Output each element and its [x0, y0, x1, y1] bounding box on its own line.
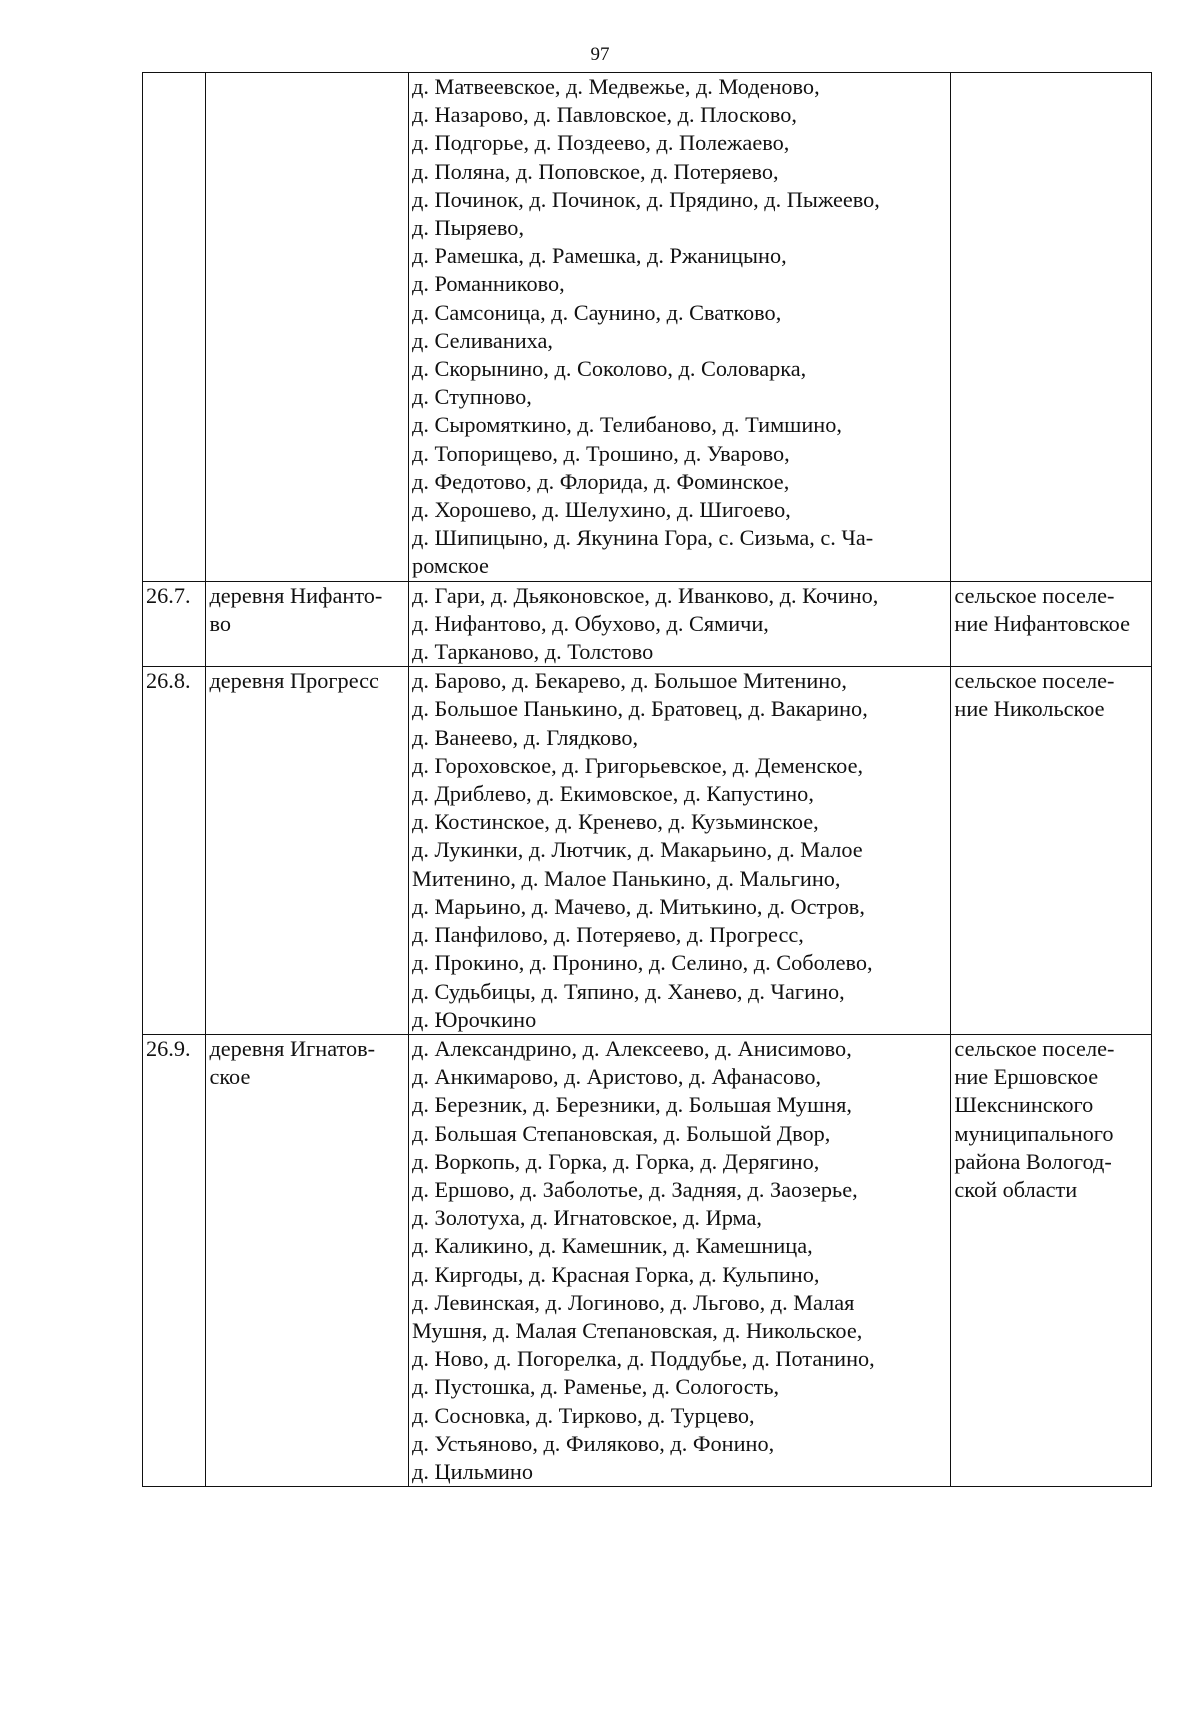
settlements-list-cell — [409, 73, 951, 582]
settlements-list-line: д. Юрочкино — [412, 1006, 537, 1032]
settlements-list-line: д. Воркопь, д. Горка, д. Горка, д. Дерягино, — [412, 1148, 820, 1174]
locality-name-cell — [206, 73, 409, 582]
settlements-list-line: д. Матвеевское, д. Медвежье, д. Моденово, — [412, 74, 820, 99]
settlements-list-line: д. Александрино, д. Алексеево, д. Анисимово, — [412, 1035, 852, 1061]
settlements-list-line: д. Сыромяткино, д. Телибаново, д. Тимшино, — [412, 412, 842, 438]
settlements-list-line: д. Каликино, д. Камешник, д. Камешница, — [412, 1233, 813, 1259]
settlements-list-line: д. Дриблево, д. Екимовское, д. Капустино, — [412, 781, 814, 807]
settlements-list-line: д. Ступново, — [412, 384, 532, 410]
locality-name-line: ское — [209, 1064, 251, 1090]
locality-name-cell — [206, 581, 409, 667]
locality-name-cell — [206, 667, 409, 1035]
table-row — [143, 1034, 1152, 1486]
settlements-list-line: Мушня, д. Малая Степановская, д. Никольское, — [412, 1317, 863, 1343]
settlements-list-line: д. Устьяново, д. Филяково, д. Фонино, — [412, 1430, 775, 1456]
table-row — [143, 667, 1152, 1035]
row-number-cell — [143, 581, 206, 667]
settlements-list-line: д. Селиваниха, — [412, 327, 553, 353]
settlements-list-line: д. Барово, д. Бекарево, д. Большое Митенино, — [412, 668, 847, 694]
municipality-line: ние Никольское — [954, 696, 1105, 722]
settlements-list-line: д. Ершово, д. Заболотье, д. Задняя, д. Заозерье, — [412, 1176, 858, 1202]
municipality-line: ние Ершовское — [954, 1064, 1099, 1090]
settlements-list-line: д. Золотуха, д. Игнатовское, д. Ирма, — [412, 1205, 762, 1231]
locality-name-line: деревня Прогресс — [209, 668, 379, 694]
settlements-list-line: д. Прокино, д. Пронино, д. Селино, д. Соболево, — [412, 950, 873, 976]
settlements-list-line: д. Судьбицы, д. Тяпино, д. Ханево, д. Чагино, — [412, 978, 845, 1004]
locality-name-cell — [206, 1034, 409, 1486]
municipality-cell — [951, 1034, 1152, 1486]
table-body — [143, 73, 1152, 1487]
settlements-list-line: д. Киргоды, д. Красная Горка, д. Кульпино, — [412, 1261, 820, 1287]
settlements-list-line: д. Хорошево, д. Шелухино, д. Шигоево, — [412, 497, 791, 523]
settlements-list-line: д. Топорищево, д. Трошино, д. Уварово, — [412, 440, 790, 466]
settlements-list-cell — [409, 581, 951, 667]
settlements-list-line: д. Марьино, д. Мачево, д. Митькино, д. Остров, — [412, 893, 865, 919]
table-row — [143, 73, 1152, 582]
settlements-list-line: Митенино, д. Малое Панькино, д. Мальгино, — [412, 865, 841, 891]
settlements-list-cell — [409, 667, 951, 1035]
settlements-list-line: д. Назарово, д. Павловское, д. Плосково, — [412, 102, 797, 128]
municipality-cell — [951, 667, 1152, 1035]
locality-name-line: деревня Игнатов- — [209, 1035, 376, 1061]
settlements-list-line: ромское — [412, 553, 489, 579]
locality-name-line: во — [209, 610, 231, 636]
row-number-cell — [143, 1034, 206, 1486]
settlements-list-line: д. Рамешка, д. Рамешка, д. Ржаницыно, — [412, 243, 787, 269]
page-number: 97 — [590, 44, 610, 65]
locality-name-line: деревня Нифанто- — [209, 582, 383, 608]
settlements-list-line: д. Панфилово, д. Потеряево, д. Прогресс, — [412, 922, 804, 948]
municipality-line: муниципального — [954, 1120, 1114, 1146]
settlements-list-line: д. Ново, д. Погорелка, д. Поддубье, д. Потанино, — [412, 1346, 875, 1372]
settlements-list-line: д. Скорынино, д. Соколово, д. Соловарка, — [412, 356, 807, 382]
settlements-list-line: д. Пустошка, д. Раменье, д. Сологость, — [412, 1374, 780, 1400]
municipality-line: ние Нифантовское — [954, 610, 1130, 636]
municipality-cell — [951, 73, 1152, 582]
settlements-list-line: д. Анкимарово, д. Аристово, д. Афанасово, — [412, 1064, 822, 1090]
settlements-list-line: д. Цильмино — [412, 1458, 533, 1484]
municipality-cell — [951, 581, 1152, 667]
settlements-list-line: д. Починок, д. Починок, д. Прядино, д. Пыжеево, — [412, 186, 880, 212]
settlements-list-line: д. Подгорье, д. Поздеево, д. Полежаево, — [412, 130, 790, 156]
settlements-list-line: д. Самсоница, д. Саунино, д. Сватково, — [412, 299, 782, 325]
row-number: 26.7. — [146, 582, 191, 608]
settlements-list-line: д. Романниково, — [412, 271, 565, 297]
settlements-list-line: д. Лукинки, д. Лютчик, д. Макарьино, д. Малое — [412, 837, 863, 863]
settlements-list-line: д. Сосновка, д. Тирково, д. Турцево, — [412, 1402, 755, 1428]
settlements-list-line: д. Федотово, д. Флорида, д. Фоминское, — [412, 468, 790, 494]
settlements-list-line: д. Гари, д. Дьяконовское, д. Иванково, д. Кочино, — [412, 582, 879, 608]
settlements-list-line: д. Костинское, д. Кренево, д. Кузьминское, — [412, 809, 819, 835]
settlements-list-line: д. Ванеево, д. Глядково, — [412, 724, 639, 750]
municipality-line: ской области — [954, 1176, 1078, 1202]
settlements-table — [142, 72, 1152, 1487]
settlements-list-line: д. Тарканово, д. Толстово — [412, 639, 654, 665]
settlements-list-line: д. Поляна, д. Поповское, д. Потеряево, — [412, 158, 779, 184]
table-row — [143, 581, 1152, 667]
settlements-list-line: д. Большое Панькино, д. Братовец, д. Вакарино, — [412, 696, 868, 722]
row-number-cell — [143, 667, 206, 1035]
settlements-list-line: д. Пыряево, — [412, 215, 525, 241]
settlements-list-line: д. Левинская, д. Логиново, д. Льгово, д. Малая — [412, 1289, 855, 1315]
municipality-line: сельское поселе- — [954, 582, 1115, 608]
settlements-list-cell — [409, 1034, 951, 1486]
row-number-cell — [143, 73, 206, 582]
settlements-list-line: д. Большая Степановская, д. Большой Двор, — [412, 1120, 831, 1146]
municipality-line: сельское поселе- — [954, 668, 1115, 694]
settlements-list-line: д. Березник, д. Березники, д. Большая Мушня, — [412, 1092, 852, 1118]
settlements-list-line: д. Гороховское, д. Григорьевское, д. Деменское, — [412, 752, 864, 778]
row-number: 26.9. — [146, 1035, 191, 1061]
settlements-list-line: д. Нифантово, д. Обухово, д. Сямичи, — [412, 610, 769, 636]
municipality-line: района Вологод- — [954, 1148, 1112, 1174]
row-number: 26.8. — [146, 668, 191, 694]
municipality-line: Шекснинского — [954, 1092, 1094, 1118]
municipality-line: сельское поселе- — [954, 1035, 1115, 1061]
settlements-list-line: д. Шипицыно, д. Якунина Гора, с. Сизьма, с. Ча- — [412, 525, 874, 551]
